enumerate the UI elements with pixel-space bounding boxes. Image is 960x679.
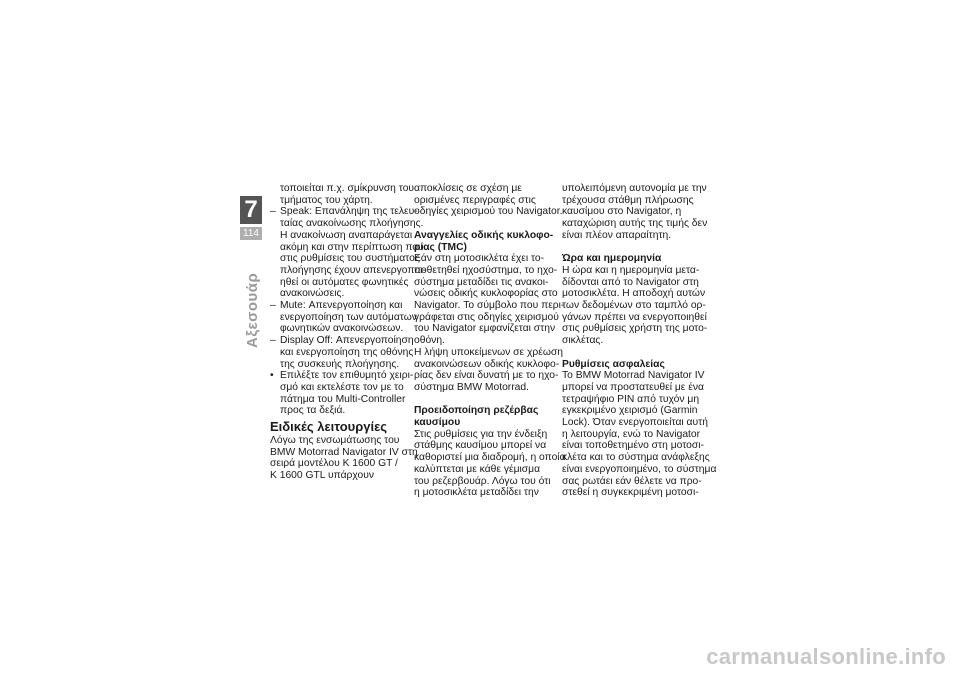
section-heading: Ρυθμίσεις ασφαλείας: [562, 358, 665, 370]
text-line: Στις ρυθμίσεις για την ένδειξη: [414, 428, 548, 440]
text-line: είναι τοποθετημένο στη μοτοσι-: [562, 440, 704, 452]
text-line: στεθεί η συγκεκριμένη μοτοσι-: [562, 487, 699, 499]
text-line: Εάν στη μοτοσικλέτα έχει το-: [414, 253, 545, 265]
watermark: carmanualsonline.info: [706, 644, 946, 669]
text-line: ποθετηθεί ηχοσύστημα, το ηχο-: [414, 264, 558, 276]
text-line: τρέχουσα στάθμη πλήρωσης: [562, 194, 694, 206]
section-heading: ρίας (TMC): [414, 241, 467, 253]
section-heading: καυσίμου: [414, 417, 461, 429]
text-line: ρίας δεν είναι δυνατή με το ηχο-: [414, 370, 559, 382]
text-line: ανακοινώσεων οδικής κυκλοφο-: [414, 358, 560, 370]
text-line: Επιλέξτε τον επιθυμητό χειρι-: [280, 370, 414, 382]
text-line: τμήματος του χάρτη.: [280, 194, 373, 206]
text-line: καταχώριση αυτής της τιμής δεν: [562, 218, 708, 230]
text-line: Mute: Απενεργοποίηση και: [280, 300, 403, 312]
text-line: φωνητικών ανακοινώσεων.: [280, 323, 404, 335]
text-line: οδηγίες χειρισμού του Navigator.: [414, 206, 563, 218]
text-line: η λειτουργία, ενώ το Navigator: [562, 428, 701, 440]
text-line: υπολειπόμενη αυτονομία με την: [562, 183, 707, 194]
text-line: νώσεις οδικής κυκλοφορίας στο: [414, 288, 558, 300]
dash-marker: –: [270, 300, 276, 312]
text-line: γάνων πρέπει να ενεργοποιηθεί: [562, 311, 707, 323]
text-line: ακόμη και στην περίπτωση που: [280, 241, 424, 253]
list-item-select: [270, 370, 414, 417]
dash-marker: –: [270, 335, 276, 347]
text-line: ανακοινώσεις.: [280, 288, 345, 300]
text-line: είναι πλέον απαραίτητη.: [562, 229, 672, 241]
text-line: σμό και εκτελέστε τον με το: [280, 381, 404, 393]
text-line: είναι ενεργοποιημένο, το σύστημα: [562, 463, 717, 475]
text-line: αποκλίσεις σε σχέση με: [414, 183, 522, 194]
text-line: Το BMW Motorrad Navigator IV: [562, 370, 705, 382]
page-number: 114: [240, 227, 262, 240]
text-line: εγκεκριμένο χειρισμό (Garmin: [562, 405, 698, 417]
text-line: του ρεζερβουάρ. Λόγω του ότι: [414, 475, 551, 487]
text-line: Η λήψη υποκείμενων σε χρέωση: [414, 346, 563, 358]
text-line: γράφεται στις οδηγίες χειρισμού: [414, 311, 559, 323]
text-line: BMW Motorrad Navigator IV στη: [270, 446, 418, 458]
text-line: καθοριστεί μια διαδρομή, η οποία: [414, 452, 566, 464]
text-line: κλέτα και το σύστημα ανάφλεξης: [562, 452, 710, 464]
text-line: Η ανακοίνωση αναπαράγεται: [280, 229, 413, 241]
text-line: δίδονται από το Navigator στη: [562, 276, 699, 288]
text-line: στις ρυθμίσεις του συστήματος: [280, 253, 420, 265]
text-line: σειρά μοντέλου K 1600 GT /: [270, 458, 398, 470]
text-line: της συσκευής πλοήγησης.: [280, 358, 400, 370]
text-line: Navigator. Το σύμβολο που περι-: [414, 300, 565, 312]
text-line: ενεργοποίηση των αυτόματων: [280, 311, 417, 323]
text-line: των δεδομένων στο ταμπλό ορ-: [562, 300, 706, 312]
list-item-display-off: [270, 335, 414, 370]
list-item-speak: [270, 206, 426, 300]
text-line: στάθμης καυσίμου μπορεί να: [414, 440, 547, 452]
text-line: προς τα δεξιά.: [280, 405, 346, 417]
section-heading: Προειδοποίηση ρεζέρβας: [414, 405, 539, 417]
text-line: μπορεί να προστατευθεί με ένα: [562, 381, 704, 393]
text-line: οθόνη.: [414, 335, 445, 347]
section-heading: Ειδικές λειτουργίες: [270, 419, 388, 435]
text-line: πλοήγησης έχουν απενεργοποι-: [280, 264, 426, 276]
text-line: ηθεί οι αυτόματες φωνητικές: [280, 276, 409, 288]
section-heading: Ώρα και ημερομηνία: [562, 253, 662, 265]
text-line: τοποιείται π.χ. σμίκρυνση του: [280, 183, 415, 194]
text-line: καυσίμου στο Navigator, η: [562, 206, 682, 218]
text-line: Λόγω της ενσωμάτωσης του: [270, 435, 400, 447]
dash-marker: –: [270, 206, 276, 218]
text-line: στις ρυθμίσεις χρήστη της μοτο-: [562, 323, 708, 335]
section-heading: Αναγγελίες οδικής κυκλοφο-: [414, 229, 554, 241]
text-line: ορισμένες περιγραφές στις: [414, 194, 536, 206]
text-line: σύστημα μεταδίδει τις ανακοι-: [414, 276, 549, 288]
text-line: Speak: Επανάληψη της τελευ-: [280, 206, 418, 218]
text-line: σας ρωτάει εάν θέλετε να προ-: [562, 475, 702, 487]
text-column-2: [414, 183, 566, 499]
text-line: Lock). Όταν ενεργοποιείται αυτή: [562, 417, 708, 429]
bullet-marker: •: [270, 370, 274, 382]
text-line: πάτημα του Multi-Controller: [280, 393, 406, 405]
text-line: K 1600 GTL υπάρχουν: [270, 470, 375, 482]
text-line: τετραψήφιο PIN από τυχόν μη: [562, 393, 700, 405]
text-line: του Navigator εμφανίζεται στην: [414, 323, 556, 335]
chapter-title-text: Αξεσουάρ: [244, 272, 261, 348]
text-column-1: [270, 183, 426, 482]
chapter-title: [244, 248, 264, 348]
text-line: ταίας ανακοίνωσης πλοήγησης.: [280, 218, 424, 230]
text-line: και ενεργοποίηση της οθόνης: [280, 346, 414, 358]
text-line: σύστημα BMW Motorrad.: [414, 381, 529, 393]
list-item-mute: [270, 300, 417, 335]
text-column-3: [562, 183, 717, 499]
chapter-number: 7: [240, 196, 262, 224]
text-line: Η ώρα και η ημερομηνία μετα-: [562, 264, 700, 276]
text-line: η μοτοσικλέτα μεταδίδει την: [414, 487, 539, 499]
text-line: σικλέτας.: [562, 335, 604, 347]
text-line: μοτοσικλέτα. Η αποδοχή αυτών: [562, 288, 706, 300]
text-line: καλύπτεται με κάθε γέμισμα: [414, 463, 541, 475]
text-line: Display Off: Απενεργοποίηση: [280, 335, 414, 347]
